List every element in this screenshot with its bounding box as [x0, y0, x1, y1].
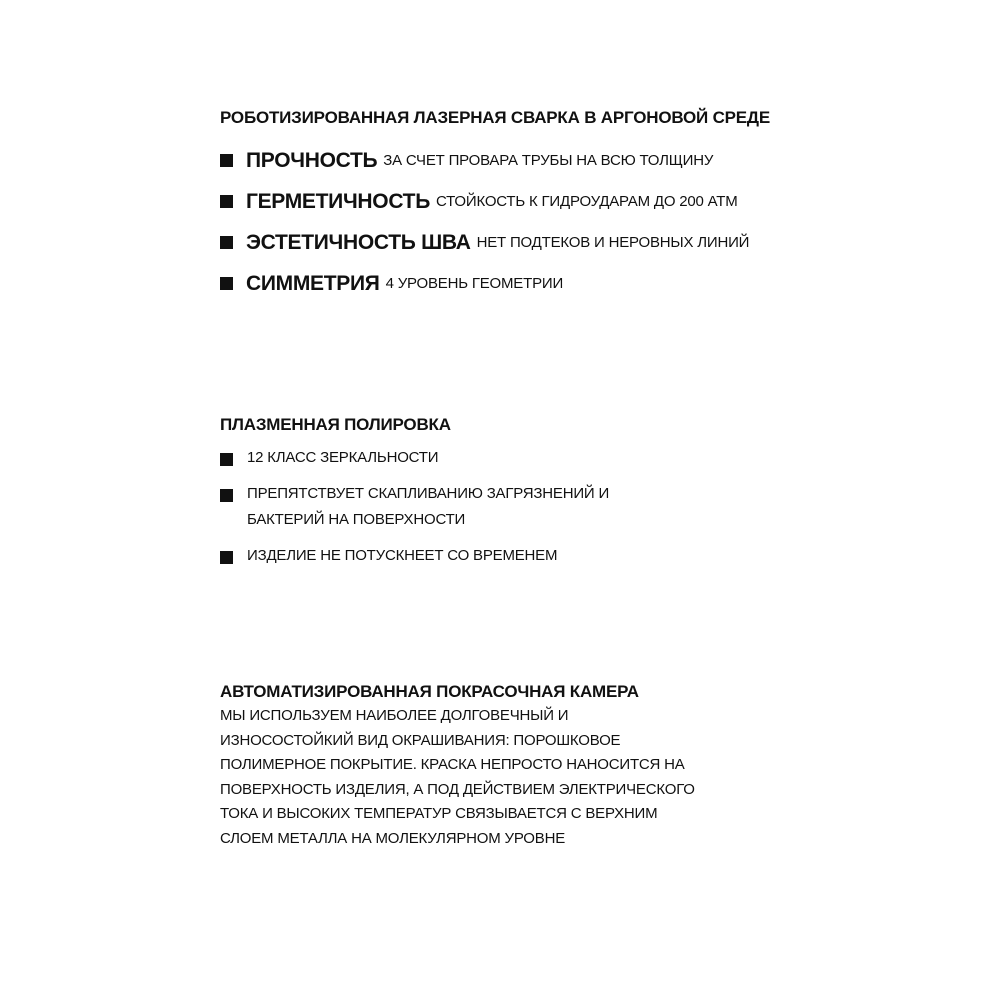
feature-name: ПРОЧНОСТЬ — [246, 148, 378, 172]
painting-text-line: ИЗНОСОСТОЙКИЙ ВИД ОКРАШИВАНИЯ: ПОРОШКОВОЕ — [220, 731, 621, 749]
painting-text-line: СЛОЕМ МЕТАЛЛА НА МОЛЕКУЛЯРНОМ УРОВНЕ — [220, 829, 566, 847]
welding-section — [220, 108, 770, 304]
painting-text-line: ТОКА И ВЫСОКИХ ТЕМПЕРАТУР СВЯЗЫВАЕТСЯ С ВЕРХНИМ — [220, 805, 658, 822]
polishing-item-text: ПРЕПЯТСТВУЕТ СКАПЛИВАНИЮ ЗАГРЯЗНЕНИЙ И БАКТЕРИЙ НА ПОВЕРХНОСТИ — [247, 485, 610, 528]
feature-description: 4 УРОВЕНЬ ГЕОМЕТРИИ — [385, 275, 564, 292]
polishing-item-text: 12 КЛАСС ЗЕРКАЛЬНОСТИ — [247, 449, 439, 466]
square-bullet-icon — [220, 236, 233, 249]
square-bullet-icon — [220, 195, 233, 208]
polishing-item-text: ИЗДЕЛИЕ НЕ ПОТУСКНЕЕТ СО ВРЕМЕНЕМ — [247, 547, 558, 564]
square-bullet-icon — [220, 277, 233, 290]
polishing-section — [220, 415, 687, 583]
square-bullet-icon — [220, 489, 233, 502]
polishing-title: ПЛАЗМЕННАЯ ПОЛИРОВКА — [220, 415, 451, 434]
feature-name: ГЕРМЕТИЧНОСТЬ — [246, 189, 430, 213]
feature-name: ЭСТЕТИЧНОСТЬ ШВА — [246, 230, 471, 254]
polishing-item — [220, 449, 687, 471]
polishing-item — [220, 547, 687, 569]
painting-title: АВТОМАТИЗИРОВАННАЯ ПОКРАСОЧНАЯ КАМЕРА — [220, 682, 639, 701]
painting-text-line: МЫ ИСПОЛЬЗУЕМ НАИБОЛЕЕ ДОЛГОВЕЧНЫЙ И — [220, 707, 569, 724]
polishing-item — [220, 485, 687, 533]
welding-feature-item — [220, 140, 770, 181]
feature-description: НЕТ ПОДТЕКОВ И НЕРОВНЫХ ЛИНИЙ — [476, 234, 750, 251]
painting-section — [220, 682, 695, 851]
welding-feature-item — [220, 181, 770, 222]
welding-feature-item — [220, 263, 770, 304]
square-bullet-icon — [220, 551, 233, 564]
square-bullet-icon — [220, 453, 233, 466]
painting-text-line: ПОЛИМЕРНОЕ ПОКРЫТИЕ. КРАСКА НЕПРОСТО НАНОСИТСЯ НА — [220, 756, 685, 773]
painting-text-line: ПОВЕРХНОСТЬ ИЗДЕЛИЯ, А ПОД ДЕЙСТВИЕМ ЭЛЕКТРИЧЕСКОГО — [220, 780, 695, 798]
feature-name: СИММЕТРИЯ — [246, 271, 380, 295]
feature-description: ЗА СЧЕТ ПРОВАРА ТРУБЫ НА ВСЮ ТОЛЩИНУ — [383, 152, 714, 169]
welding-feature-item — [220, 222, 770, 263]
square-bullet-icon — [220, 154, 233, 167]
feature-description: СТОЙКОСТЬ К ГИДРОУДАРАМ ДО 200 АТМ — [435, 193, 738, 210]
welding-title: РОБОТИЗИРОВАННАЯ ЛАЗЕРНАЯ СВАРКА В АРГОНОВОЙ СРЕДЕ — [220, 108, 770, 127]
